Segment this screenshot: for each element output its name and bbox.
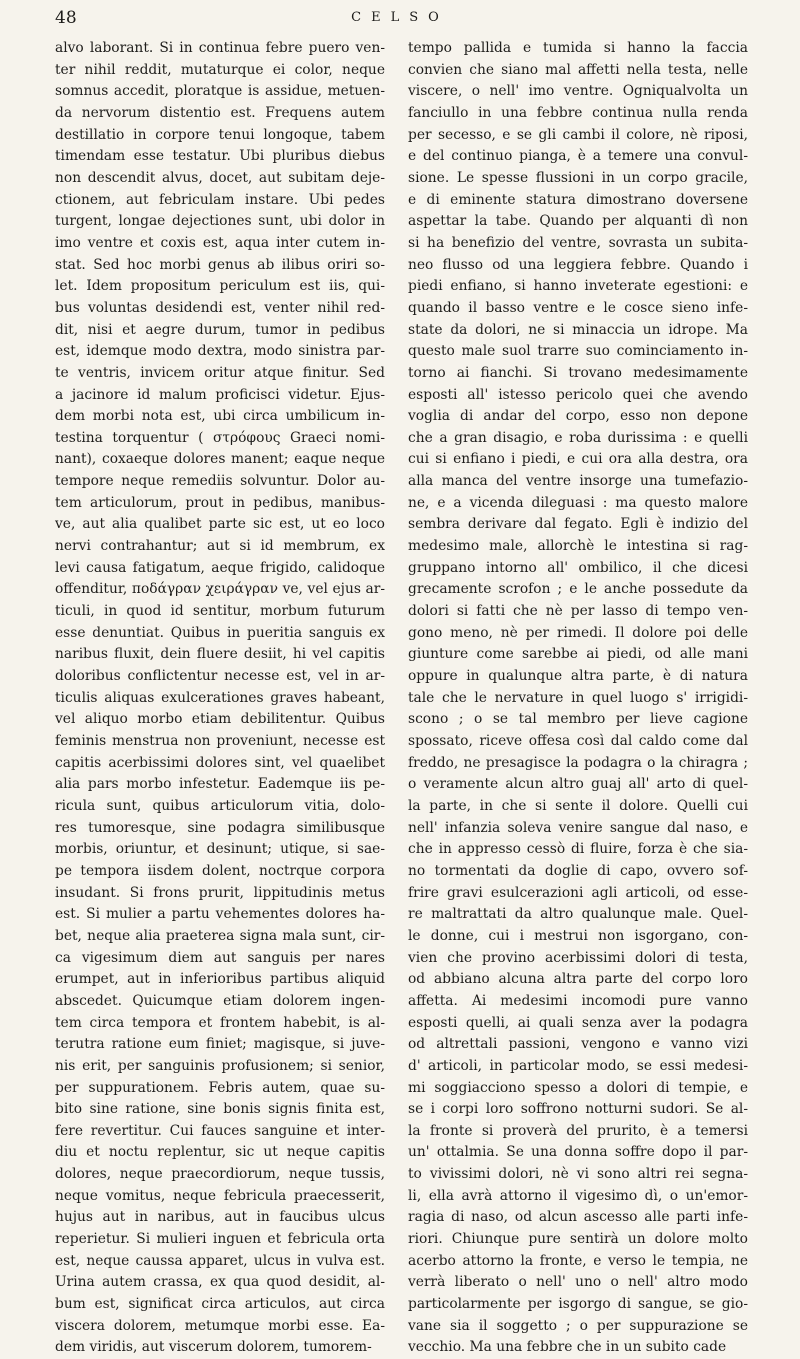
- text-line: piedi enfiano, si hanno inveterate egestioni: e: [408, 278, 748, 295]
- text-line: Urina autem crassa, ex qua quod desidit, al-: [55, 1274, 385, 1291]
- text-line: od altrettali passioni, vengono e vanno vizi: [408, 1036, 748, 1053]
- text-line: testina torquentur ( στρόφους Graeci nomi-: [55, 429, 385, 446]
- page-number: 48: [55, 8, 77, 28]
- text-line: o veramente alcun altro guaj all' arto di quel-: [408, 776, 748, 793]
- text-line: ricula sunt, quibus articulorum vitia, dolo-: [55, 797, 385, 814]
- text-line: bito sine ratione, sine bonis signis finita est,: [55, 1101, 385, 1118]
- text-line: acerbo attorno la fronte, e verso le tempia, ne: [408, 1252, 748, 1269]
- text-line: dolores, neque praecordiorum, neque tussis,: [55, 1166, 385, 1183]
- text-line: per suppurationem. Febris autem, quae su-: [55, 1079, 385, 1096]
- text-line: ca vigesimum diem aut sanguis per nares: [55, 949, 385, 966]
- text-line: che in appresso cessò di fluire, forza è che sia-: [408, 841, 748, 858]
- text-line: res tumoresque, sine podagra similibusque: [55, 819, 385, 836]
- text-line: to vivissimi dolori, nè vi sono altri rei segna-: [408, 1166, 748, 1183]
- text-line: diu et noctu replentur, sic ut neque capitis: [55, 1144, 385, 1161]
- text-line: particolarmente per isgorgo di sangue, se gio-: [408, 1296, 748, 1313]
- text-line: esse denuntiat. Quibus in pueritia sanguis ex: [55, 624, 385, 641]
- text-line: oppure in qualunque altra parte, è di natura: [408, 668, 748, 685]
- text-line: che a gran disagio, e roba durissima : e quelli: [408, 429, 748, 446]
- text-line: fere revertitur. Cui fauces sanguine et inter-: [55, 1122, 385, 1139]
- text-line: nant), coxaeque dolores manent; eaque neque: [55, 451, 385, 468]
- text-line: spossato, riceve offesa così dal caldo come dal: [408, 733, 748, 749]
- text-line: scono ; o se tal membro per lieve cagione: [408, 711, 748, 728]
- text-line: nis erit, per sanguinis profusionem; si senior,: [55, 1057, 385, 1074]
- text-line: capitis acerbissimi dolores sint, vel quaelibet: [55, 754, 385, 771]
- text-line: est. Si mulier a partu vehementes dolores ha-: [55, 906, 385, 923]
- text-line: cui si enfiano i piedi, e cui ora alla destra, ora: [408, 451, 748, 468]
- text-line: timendam esse testatur. Ubi pluribus diebus: [55, 148, 385, 165]
- text-line: insudant. Si frons prurit, lippitudinis metus: [55, 884, 385, 901]
- text-line: frire gravi esulcerazioni agli articoli, od esse-: [408, 884, 748, 901]
- latin-text-column: [55, 38, 385, 1356]
- text-line: vecchio. Ma una febbre che in un subito cade: [408, 1339, 727, 1356]
- text-line: abscedet. Quicumque etiam dolorem ingen-: [55, 992, 385, 1009]
- text-line: somnus accedit, ploratque is assidue, metuen-: [55, 83, 385, 100]
- text-line: est, neque caussa apparet, ulcus in vulva est.: [55, 1252, 385, 1269]
- text-line: verrà liberato o nell' uno o nell' altro modo: [408, 1274, 748, 1291]
- text-line: tempore neque remediis solvuntur. Dolor au-: [55, 473, 385, 490]
- text-line: stat. Sed hoc morbi genus ab ilibus oriri so-: [55, 256, 385, 273]
- text-line: esposti quelli, ai quali senza aver la podagra: [408, 1014, 748, 1031]
- text-line: naribus fluxit, dein fluere desiit, hi vel capitis: [55, 646, 385, 663]
- text-line: si ha benefizio del ventre, sovrasta un subita-: [408, 234, 748, 251]
- text-line: imo ventre et coxis est, aqua inter cutem in-: [55, 234, 385, 251]
- text-line: no tormentati da doglie di capo, ovvero sof-: [408, 862, 748, 879]
- text-line: per secesso, e se gli cambi il colore, nè riposi,: [408, 126, 748, 143]
- text-line: le donne, cui i mestrui non isgorgano, con-: [408, 927, 748, 944]
- text-line: levi causa fatigatum, aeque frigido, calidoque: [55, 559, 385, 576]
- text-line: morbis, oriuntur, et desinunt; utique, si sae-: [55, 841, 385, 858]
- text-line: questo male suol trarre suo cominciamento in-: [408, 343, 748, 360]
- text-line: alla manca del ventre insorge una tumefazio-: [408, 473, 748, 490]
- text-line: dolori si fatti che nè per lasso di tempo ven-: [408, 603, 748, 620]
- text-line: gono meno, nè per rimedi. Il dolore poi delle: [408, 624, 748, 641]
- text-line: nervi contrahantur; aut si id membrum, ex: [55, 538, 385, 555]
- text-line: let. Idem propositum periculum est iis, qui-: [55, 278, 385, 295]
- text-line: vel aliquo morbo etiam debilitentur. Quibus: [55, 711, 385, 728]
- text-line: sembra derivare dal fegato. Egli è indizio del: [408, 516, 748, 533]
- text-line: giunture come sarebbe ai piedi, od alle mani: [408, 646, 748, 663]
- italian-text-column: [408, 38, 748, 1356]
- text-line: vien che provino acerbissimi dolori di testa,: [408, 949, 748, 966]
- text-line: fanciullo in una febbre continua nulla renda: [408, 104, 748, 121]
- text-line: reperietur. Si mulieri inguen et febricula orta: [55, 1231, 385, 1248]
- text-line: tempo pallida e tumida si hanno la faccia: [408, 40, 748, 56]
- text-line: destillatio in corpore tenui longoque, tabem: [55, 126, 385, 143]
- text-line: est, idemque modo dextra, modo sinistra par-: [55, 343, 385, 360]
- text-line: terutra ratione eum finiet; magisque, si juve-: [55, 1036, 385, 1053]
- text-line: riori. Chiunque pure sentirà un dolore molto: [408, 1231, 748, 1248]
- text-line: neo flusso od una leggiera febbre. Quando i: [408, 256, 748, 273]
- text-line: ticuli, in quod id sentitur, morbum futurum: [55, 603, 385, 620]
- page-header: [55, 8, 745, 32]
- text-line: dem viridis, aut viscerum dolorem, tumorem-: [55, 1339, 372, 1356]
- text-line: te ventris, invicem oritur atque finitur. Sed: [55, 364, 385, 381]
- text-line: dem morbi nota est, ubi circa umbilicum in-: [55, 408, 385, 425]
- text-line: esposti all' istesso pericolo quei che avendo: [408, 386, 748, 403]
- text-line: doloribus conflictentur necesse est, vel in ar-: [55, 668, 385, 685]
- text-line: bum est, significat circa articulos, aut circa: [55, 1296, 385, 1313]
- text-line: grecamente scrofon ; e le anche possedute da: [408, 581, 748, 598]
- text-line: ragia di naso, od alcun ascesso alle parti infe-: [408, 1209, 748, 1226]
- text-line: se i corpi loro soffrono notturni sudori. Se al-: [408, 1101, 748, 1118]
- text-line: aspettar la tabe. Quando per alquanti dì non: [408, 213, 748, 230]
- text-line: affetta. Ai medesimi incomodi pure vanno: [408, 992, 748, 1009]
- text-line: gruppano intorno all' ombilico, il che dicesi: [408, 559, 748, 576]
- text-line: ctionem, aut febriculam instare. Ubi pedes: [55, 191, 385, 208]
- text-line: torno ai fianchi. Si trovano medesimamente: [408, 364, 748, 381]
- text-line: alvo laborant. Si in continua febre puero ven-: [55, 40, 385, 56]
- text-line: alia pars morbo infestetur. Eademque iis pe-: [55, 776, 385, 793]
- text-line: d' articoli, in particolar modo, se essi medesi-: [408, 1057, 748, 1074]
- text-line: neque vomitus, neque febricula praecesserit,: [55, 1187, 385, 1204]
- text-line: tem articulorum, prout in pedibus, manibus-: [55, 494, 385, 511]
- text-line: a jacinore id malum proficisci videtur. Ejus-: [55, 386, 385, 403]
- text-line: tale che le nervature in quel luogo s' irrigidi-: [408, 689, 748, 706]
- text-line: vane sia il soggetto ; o per suppurazione se: [408, 1317, 748, 1334]
- text-line: tem circa tempora et frontem habebit, is al-: [55, 1014, 385, 1031]
- text-line: dit, nisi et aegre durum, tumor in pedibus: [55, 321, 385, 338]
- text-line: state da dolori, ne si minaccia un idrope. Ma: [408, 321, 748, 338]
- text-line: la fronte si proverà del prurito, è a temersi: [408, 1122, 748, 1139]
- text-line: e del continuo pianga, è a temere una convul-: [408, 148, 748, 165]
- text-line: bet, neque alia praeterea signa mala sunt, cir-: [55, 927, 385, 944]
- text-line: da nervorum distentio est. Frequens autem: [55, 104, 385, 121]
- text-line: li, ella avrà attorno il vigesimo dì, o un'emor-: [408, 1187, 748, 1204]
- text-line: la parte, in che si sente il dolore. Quelli cui: [408, 797, 748, 814]
- text-line: un' ottalmia. Se una donna soffre dopo il par-: [408, 1144, 748, 1161]
- text-line: viscere, o nell' imo ventre. Ogniqualvolta un: [408, 83, 748, 100]
- text-line: bus voluntas desidendi est, venter nihil red-: [55, 299, 385, 316]
- text-line: re maltrattati da altro qualunque male. Quel-: [408, 906, 748, 923]
- text-line: turgent, longae dejectiones sunt, ubi dolor in: [55, 213, 385, 230]
- running-head: CELSO: [351, 10, 449, 25]
- text-line: e di eminente statura dimostrano doversene: [408, 191, 748, 208]
- text-line: hujus aut in naribus, aut in faucibus ulcus: [55, 1209, 385, 1226]
- text-line: ter nihil reddit, mutaturque ei color, neque: [55, 61, 385, 78]
- text-line: convien che siano mal affetti nella testa, nelle: [408, 61, 748, 78]
- text-line: non descendit alvus, docet, aut subitam deje-: [55, 169, 385, 186]
- text-line: pe tempora iisdem dolent, noctrque corpora: [55, 862, 385, 879]
- text-line: freddo, ne presagisce la podagra o la chiragra ;: [408, 754, 748, 771]
- text-line: quando il basso ventre e le cosce sieno infe-: [408, 299, 748, 316]
- text-line: sione. Le spesse flussioni in un corpo gracile,: [408, 169, 748, 186]
- text-line: ticulis aliquas exulcerationes graves habeant,: [55, 689, 385, 706]
- text-line: feminis menstrua non proveniunt, necesse est: [55, 733, 385, 749]
- text-line: medesimo male, allorchè le intestina si rag-: [408, 538, 748, 555]
- text-line: nell' infanzia soleva venire sangue dal naso, e: [408, 819, 748, 836]
- text-line: offenditur, ποδάγραν χειράγραν ve, vel ejus ar-: [55, 581, 385, 598]
- text-line: ne, e a vicenda dileguasi : ma questo malore: [408, 494, 748, 511]
- text-line: mi soggiacciono spesso a dolori di tempie, e: [408, 1079, 748, 1096]
- text-line: erumpet, aut in inferioribus partibus aliquid: [55, 971, 385, 988]
- text-line: viscera dolorem, metumque morbi esse. Ea-: [55, 1317, 385, 1334]
- text-line: voglia di andar del corpo, esso non depone: [408, 408, 748, 425]
- text-line: od abbiano alcuna altra parte del corpo loro: [408, 971, 748, 988]
- text-line: ve, aut alia qualibet parte sic est, ut eo loco: [55, 516, 385, 533]
